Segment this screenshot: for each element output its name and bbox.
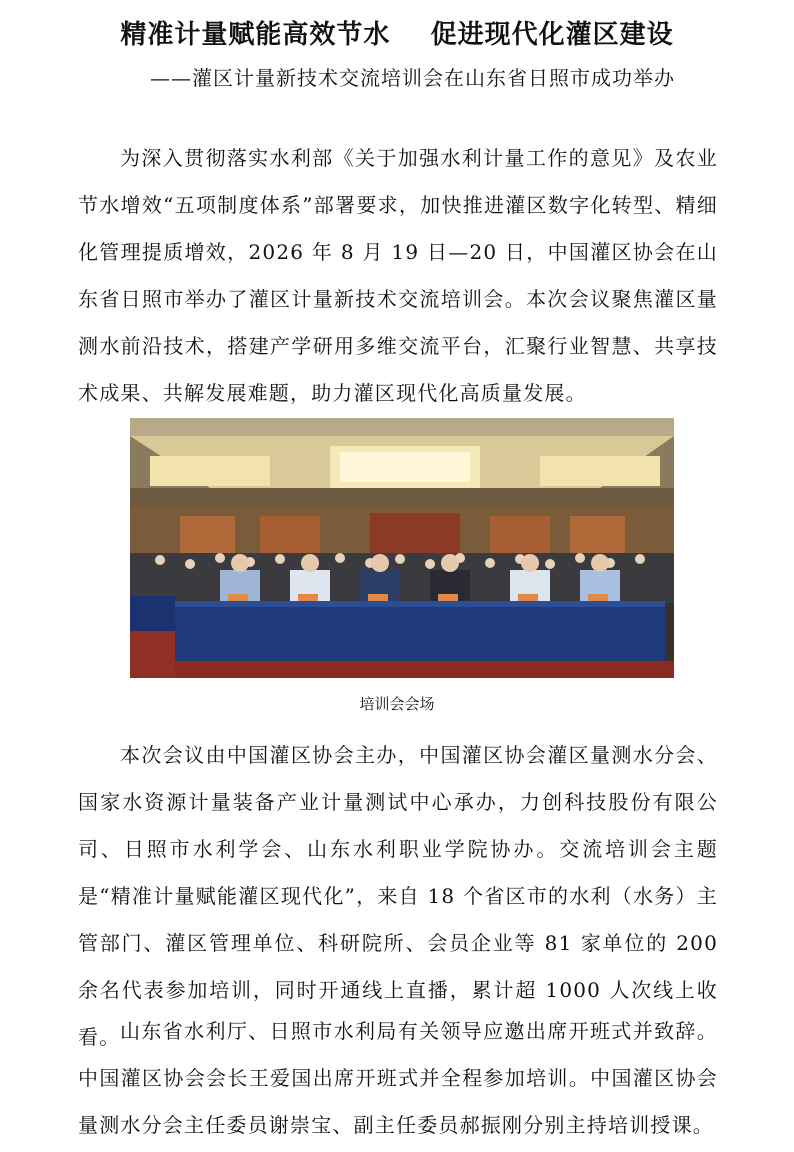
article-title: 精准计量赋能高效节水 促进现代化灌区建设 — [120, 20, 674, 50]
paragraph-leaders: 山东省水利厅、日照市水利局有关领导应邀出席开班式并致辞。中国灌区协会会长王爱国出席开班式并全程参加培训。中国灌区协会量测水分会主任委员谢崇宝、副主任委员郝振刚分别主持培训授课。 — [78, 1019, 718, 1137]
paragraph-organizers: 本次会议由中国灌区协会主办，中国灌区协会灌区量测水分会、国家水资源计量装备产业计量测试中心承办，力创科技股份有限公司、日照市水利学会、山东水利职业学院协办。交流培训会主题是“精准计量赋能灌区现代化”，来自 18 个省区市的水利（水务）主管部门、灌区管理单位、科研院所、会员企业等 81 家单位的 200 余名代表参加培训，同时开通线上直播，累计超 1000 人次线上收看。 — [78, 743, 718, 1049]
paragraph-intro: 为深入贯彻落实水利部《关于加强水利计量工作的意见》及农业节水增效“五项制度体系”部署要求，加快推进灌区数字化转型、精细化管理提质增效，2026 年 8 月 19 日—20 日，中国灌区协会在山东省日照市举办了灌区计量新技术交流培训会。本次会议聚焦灌区量测水前沿技术，搭建产学研用多维交流平台，汇聚行业智慧、共享技术成果、共解发展难题，助力灌区现代化高质量发展。 — [78, 146, 718, 405]
meeting-venue-photo — [130, 418, 674, 678]
photo-caption: 培训会会场 — [359, 695, 435, 713]
article-subtitle: ——灌区计量新技术交流培训会在山东省日照市成功举办 — [150, 66, 675, 90]
